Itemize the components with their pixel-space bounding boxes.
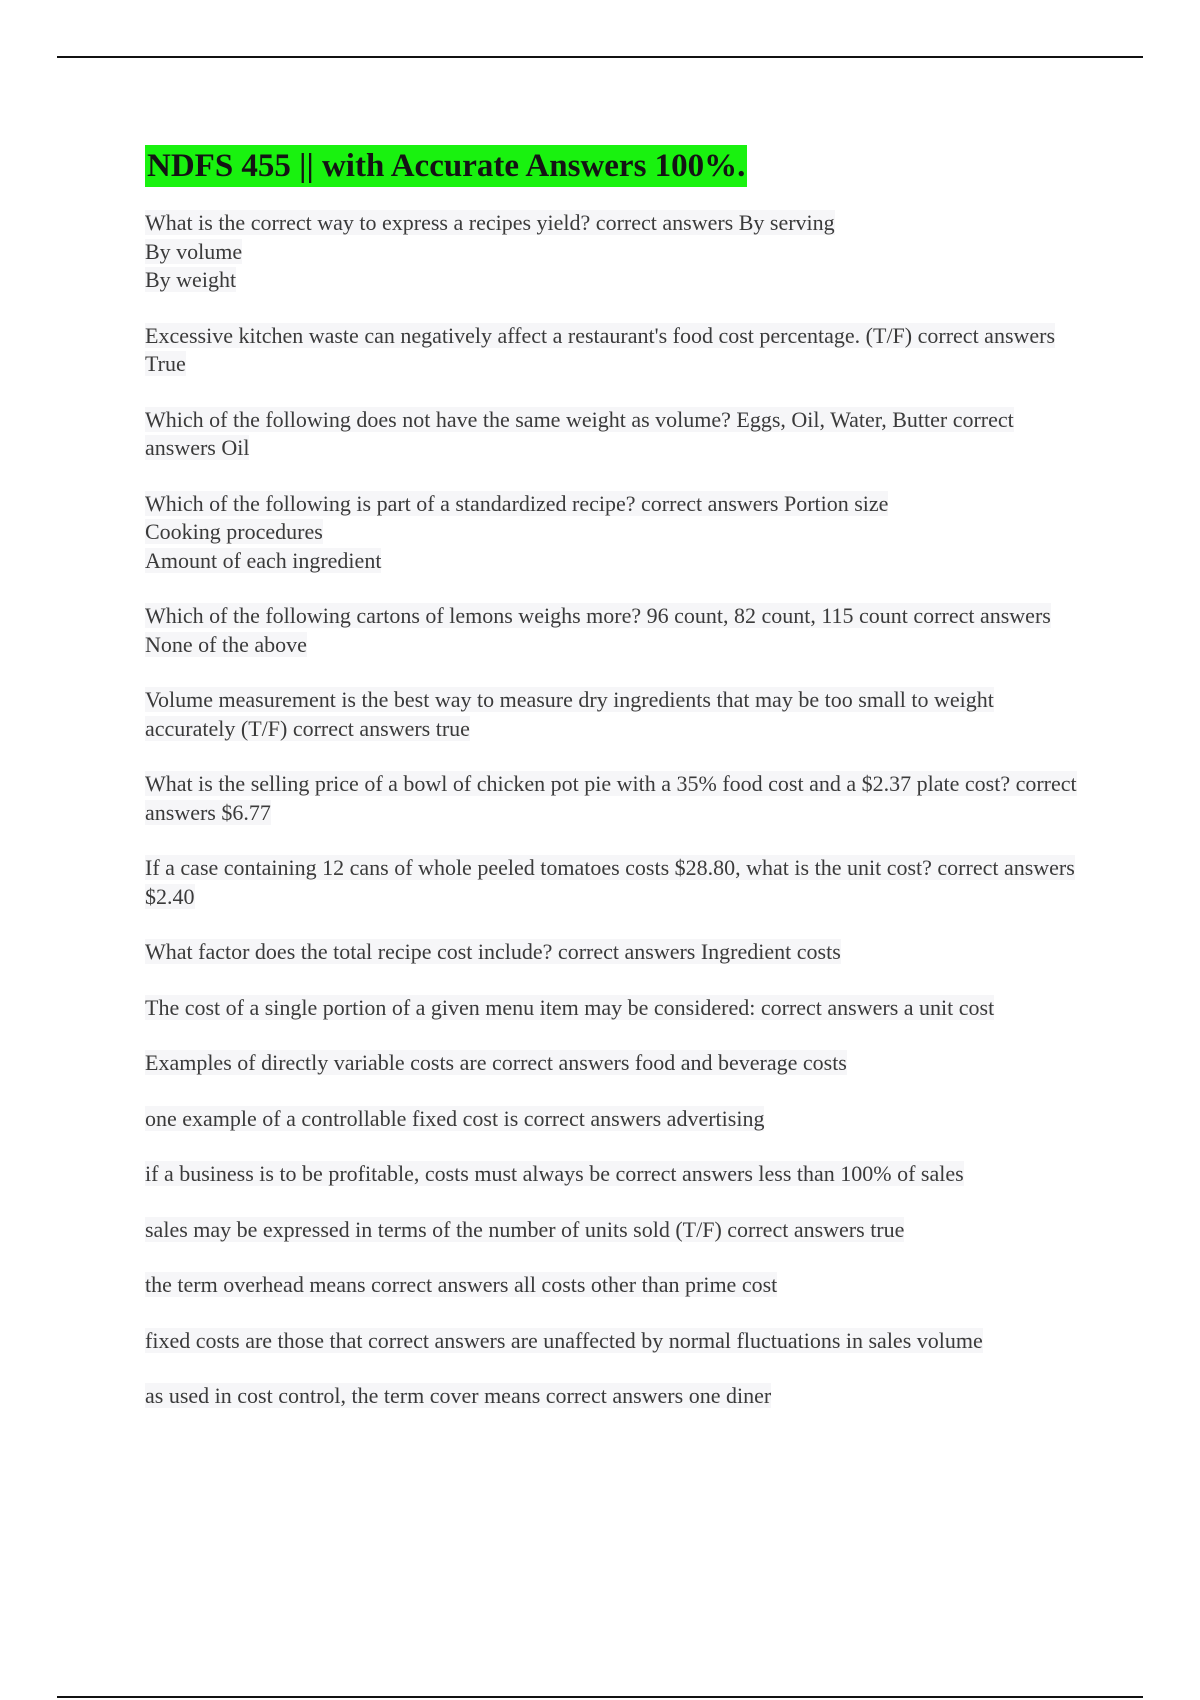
qa-item (145, 406, 1085, 463)
qa-item (145, 1327, 1085, 1356)
qa-line-row (145, 686, 1085, 743)
qa-line-text: Excessive kitchen waste can negatively affect a restaurant's food cost percentage. (T/F) correct answers True (145, 322, 1056, 376)
qa-item (145, 994, 1085, 1023)
qa-item (145, 686, 1085, 743)
document-title: NDFS 455 || with Accurate Answers 100%. (145, 145, 747, 187)
document-body (145, 145, 1085, 1438)
qa-item (145, 602, 1085, 659)
qa-line-text: By volume (145, 238, 243, 264)
bottom-rule (57, 1696, 1143, 1698)
qa-item (145, 490, 1085, 576)
qa-line-row (145, 938, 1085, 967)
qa-line-text: if a business is to be profitable, costs must always be correct answers less than 100% of sales (145, 1161, 964, 1186)
qa-line-row (145, 1105, 1085, 1134)
qa-line-text: one example of a controllable fixed cost is correct answers advertising (145, 1105, 765, 1131)
qa-line-row (145, 1327, 1085, 1356)
qa-line-row (145, 209, 1085, 238)
qa-line-text: sales may be expressed in terms of the number of units sold (T/F) correct answers true (145, 1216, 905, 1242)
qa-line-text: Amount of each ingredient (145, 547, 382, 573)
qa-line-text: If a case containing 12 cans of whole peeled tomatoes costs $28.80, what is the unit cost? correct answers $2.40 (145, 855, 1075, 909)
top-rule (57, 56, 1143, 58)
qa-line-row (145, 490, 1085, 519)
qa-line-text: fixed costs are those that correct answers are unaffected by normal fluctuations in sales volume (145, 1327, 983, 1353)
qa-line-row (145, 238, 1085, 267)
qa-line-row (145, 854, 1085, 911)
qa-line-text: as used in cost control, the term cover means correct answers one diner (145, 1383, 772, 1408)
qa-line-text: What is the correct way to express a recipes yield? correct answers By serving (145, 210, 835, 235)
qa-line-row (145, 406, 1085, 463)
qa-line-text: Which of the following does not have the same weight as volume? Eggs, Oil, Water, Butter correct answers Oil (145, 406, 1014, 460)
qa-line-row (145, 266, 1085, 295)
qa-line-row (145, 1271, 1085, 1300)
qa-line-text: By weight (145, 267, 237, 292)
qa-line-text: What is the selling price of a bowl of chicken pot pie with a 35% food cost and a $2.37 plate cost? correct answers $6.77 (145, 771, 1077, 825)
qa-item (145, 770, 1085, 827)
qa-line-text: Examples of directly variable costs are correct answers food and beverage costs (145, 1050, 847, 1075)
qa-item (145, 1049, 1085, 1078)
qa-line-text: The cost of a single portion of a given menu item may be considered: correct answers a unit cost (145, 994, 995, 1020)
qa-item (145, 209, 1085, 295)
qa-line-row (145, 1216, 1085, 1245)
qa-item (145, 1105, 1085, 1134)
qa-item (145, 322, 1085, 379)
qa-item (145, 1382, 1085, 1411)
qa-line-text: Cooking procedures (145, 519, 323, 544)
qa-line-text: Which of the following is part of a standardized recipe? correct answers Portion size (145, 490, 889, 516)
qa-item (145, 1160, 1085, 1189)
qa-line-row (145, 1382, 1085, 1411)
qa-line-row (145, 1049, 1085, 1078)
qa-line-row (145, 322, 1085, 379)
qa-line-row (145, 994, 1085, 1023)
qa-line-row (145, 770, 1085, 827)
qa-list (145, 209, 1085, 1411)
qa-item (145, 938, 1085, 967)
qa-line-row (145, 518, 1085, 547)
qa-line-text: Which of the following cartons of lemons weighs more? 96 count, 82 count, 115 count correct answers None of the above (145, 603, 1051, 657)
qa-line-row (145, 547, 1085, 576)
qa-line-text: What factor does the total recipe cost include? correct answers Ingredient costs (145, 939, 841, 964)
qa-item (145, 1216, 1085, 1245)
qa-item (145, 1271, 1085, 1300)
qa-line-row (145, 602, 1085, 659)
qa-item (145, 854, 1085, 911)
qa-line-text: Volume measurement is the best way to measure dry ingredients that may be too small to weight accurately (T/F) correct answers true (145, 687, 994, 741)
qa-line-text: the term overhead means correct answers all costs other than prime cost (145, 1272, 778, 1297)
qa-line-row (145, 1160, 1085, 1189)
